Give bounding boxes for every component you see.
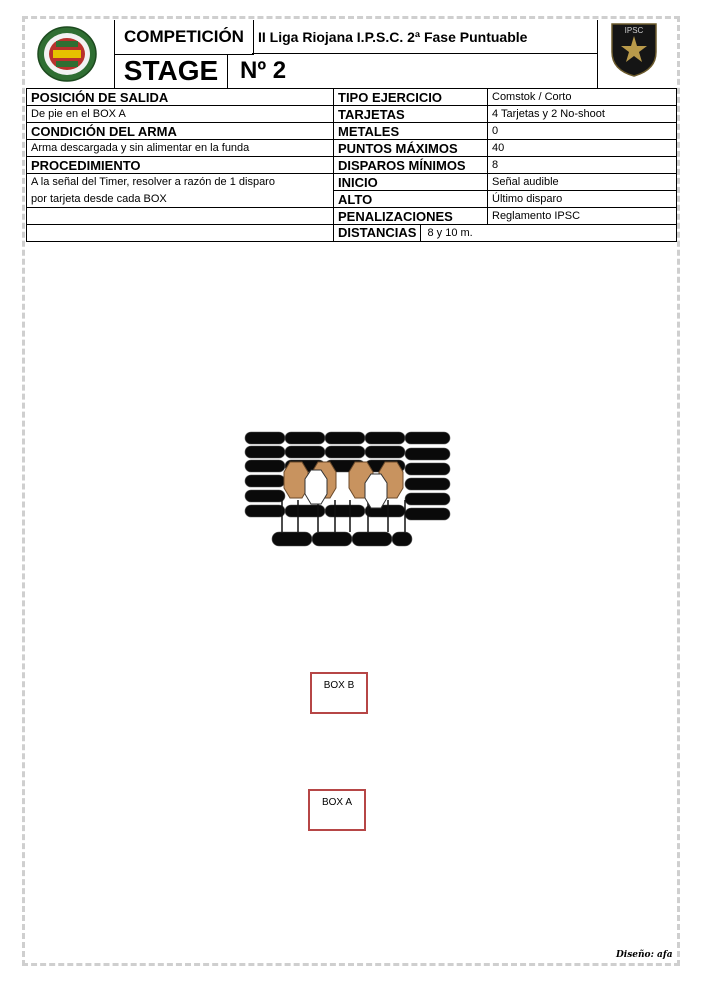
procedimiento-line2: por tarjeta desde cada BOX	[27, 191, 334, 208]
inicio-label: INICIO	[334, 174, 488, 191]
metales-value: 0	[488, 123, 677, 140]
tire-wall	[245, 432, 450, 546]
stage-number: Nº 2	[226, 54, 598, 88]
stage-label: STAGE	[114, 54, 228, 88]
disparos-value: 8	[488, 157, 677, 174]
empty-cell	[27, 225, 334, 242]
distancias-label: DISTANCIAS	[338, 225, 421, 241]
tipo-label: TIPO EJERCICIO	[334, 89, 488, 106]
puntos-label: PUNTOS MÁXIMOS	[334, 140, 488, 157]
box-b-label: BOX B	[323, 680, 355, 691]
ipsc-logo	[610, 22, 658, 78]
box-a	[308, 789, 366, 831]
box-a-label: BOX A	[321, 797, 352, 808]
paper-target	[284, 462, 308, 498]
condicion-label: CONDICIÓN DEL ARMA	[27, 123, 334, 140]
procedimiento-label: PROCEDIMIENTO	[27, 157, 334, 174]
designer-signature: Diseño: afa	[616, 950, 673, 960]
empty-cell	[27, 208, 334, 225]
ipsc-logo-text: IPSC	[624, 26, 644, 35]
penal-value: Reglamento IPSC	[488, 208, 677, 225]
competition-label: COMPETICIÓN	[114, 20, 254, 55]
no-shoot-target	[365, 474, 387, 508]
tarjetas-label: TARJETAS	[334, 106, 488, 123]
distancias-cell	[334, 225, 677, 242]
disparos-label: DISPAROS MÍNIMOS	[334, 157, 488, 174]
target-array-illustration	[240, 428, 455, 553]
distancias-value: 8 y 10 m.	[427, 227, 473, 239]
alto-label: ALTO	[334, 191, 488, 208]
condicion-value: Arma descargada y sin alimentar en la funda	[27, 140, 334, 157]
puntos-value: 40	[488, 140, 677, 157]
posicion-label: POSICIÓN DE SALIDA	[27, 89, 334, 106]
procedimiento-line1: A la señal del Timer, resolver a razón de 1 disparo	[27, 174, 334, 191]
box-b	[310, 672, 368, 714]
no-shoot-target	[305, 470, 327, 504]
stage-info-table	[26, 88, 677, 242]
alto-value: Último disparo	[488, 191, 677, 208]
penal-label: PENALIZACIONES	[334, 208, 488, 225]
tipo-value: Comstok / Corto	[488, 89, 677, 106]
metales-label: METALES	[334, 123, 488, 140]
competition-value: II Liga Riojana I.P.S.C. 2ª Fase Puntuable	[252, 20, 598, 54]
posicion-value: De pie en el BOX A	[27, 106, 334, 123]
inicio-value: Señal audible	[488, 174, 677, 191]
club-logo	[36, 24, 98, 84]
tarjetas-value: 4 Tarjetas y 2 No-shoot	[488, 106, 677, 123]
no-shoot-targets	[305, 470, 387, 508]
